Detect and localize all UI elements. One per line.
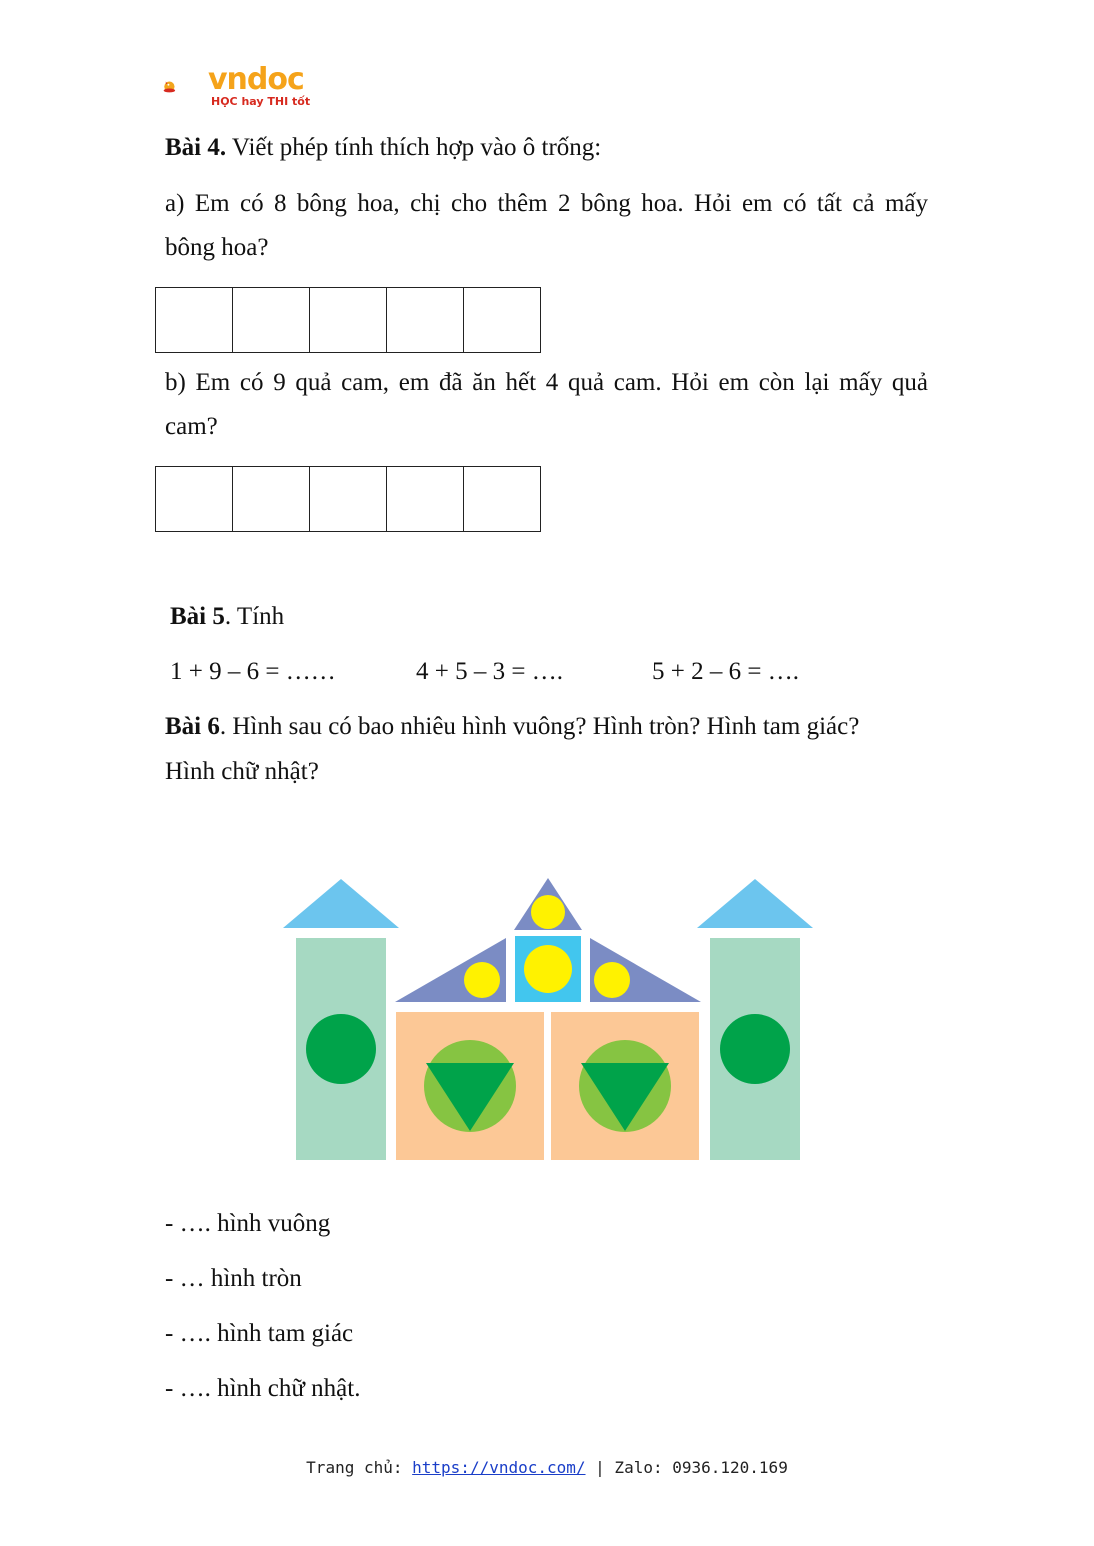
answer-box[interactable] — [463, 466, 541, 532]
bai6-heading — [165, 712, 859, 742]
left-tower-roof-triangle — [283, 879, 399, 928]
page-footer — [0, 1458, 1094, 1477]
answer-circles: - … hình tròn — [165, 1265, 302, 1292]
bai5-title: . Tính — [224, 603, 285, 630]
answer-squares: - …. hình vuông — [165, 1210, 331, 1237]
vndoc-logo-icon — [163, 62, 211, 110]
answer-box[interactable] — [232, 466, 310, 532]
bai4-b-line1: b) Em có 9 quả cam, em đã ăn hết 4 quả cam. Hỏi em còn lại mấy quả — [165, 369, 928, 396]
left-tower-circle — [306, 1014, 376, 1084]
left-roof-yellow-circle — [464, 962, 500, 998]
answer-box[interactable] — [232, 287, 310, 353]
answer-boxes-b[interactable] — [155, 466, 541, 532]
bai5-heading — [170, 602, 284, 632]
logo-wordmark: vndoc — [208, 62, 304, 97]
castle-shapes-figure — [270, 870, 820, 1170]
footer-prefix: Trang chủ: — [306, 1458, 413, 1477]
answer-box[interactable] — [386, 287, 464, 353]
bai4-heading — [165, 133, 601, 163]
bai6-title: . Hình sau có bao nhiêu hình vuông? Hình tròn? Hình tam giác? — [219, 713, 860, 740]
footer-home-link[interactable]: https://vndoc.com/ — [412, 1458, 586, 1477]
bai5-expression-2: 4 + 5 – 3 = …. — [416, 658, 563, 685]
bai5-expression-1: 1 + 9 – 6 = …… — [170, 658, 336, 685]
answer-box[interactable] — [309, 287, 387, 353]
answer-rectangles: - …. hình chữ nhật. — [165, 1375, 361, 1402]
bai4-b-line2: cam? — [165, 413, 218, 440]
right-tower-circle — [720, 1014, 790, 1084]
bai4-title: Viết phép tính thích hợp vào ô trống: — [226, 134, 602, 161]
bai6-label: Bài 6 — [165, 713, 220, 740]
answer-box[interactable] — [155, 287, 233, 353]
answer-box[interactable] — [463, 287, 541, 353]
answer-box[interactable] — [155, 466, 233, 532]
right-roof-yellow-circle — [594, 962, 630, 998]
answer-box[interactable] — [309, 466, 387, 532]
answer-box[interactable] — [386, 466, 464, 532]
center-yellow-circle — [524, 945, 572, 993]
footer-zalo: | Zalo: 0936.120.169 — [585, 1458, 788, 1477]
bai4-a-line2: bông hoa? — [165, 234, 269, 261]
logo-tagline: HỌC hay THI tốt — [211, 95, 311, 108]
right-tower-roof-triangle — [697, 879, 813, 928]
bai5-label: Bài 5 — [170, 603, 225, 630]
answer-boxes-a[interactable] — [155, 287, 541, 353]
bai4-label: Bài 4. — [165, 134, 227, 161]
top-yellow-circle — [531, 895, 565, 929]
bai5-expression-3: 5 + 2 – 6 = …. — [652, 658, 799, 685]
answer-triangles: - …. hình tam giác — [165, 1320, 354, 1347]
bai6-line2: Hình chữ nhật? — [165, 758, 319, 785]
bai4-a-line1: a) Em có 8 bông hoa, chị cho thêm 2 bông hoa. Hỏi em có tất cả mấy — [165, 190, 928, 217]
